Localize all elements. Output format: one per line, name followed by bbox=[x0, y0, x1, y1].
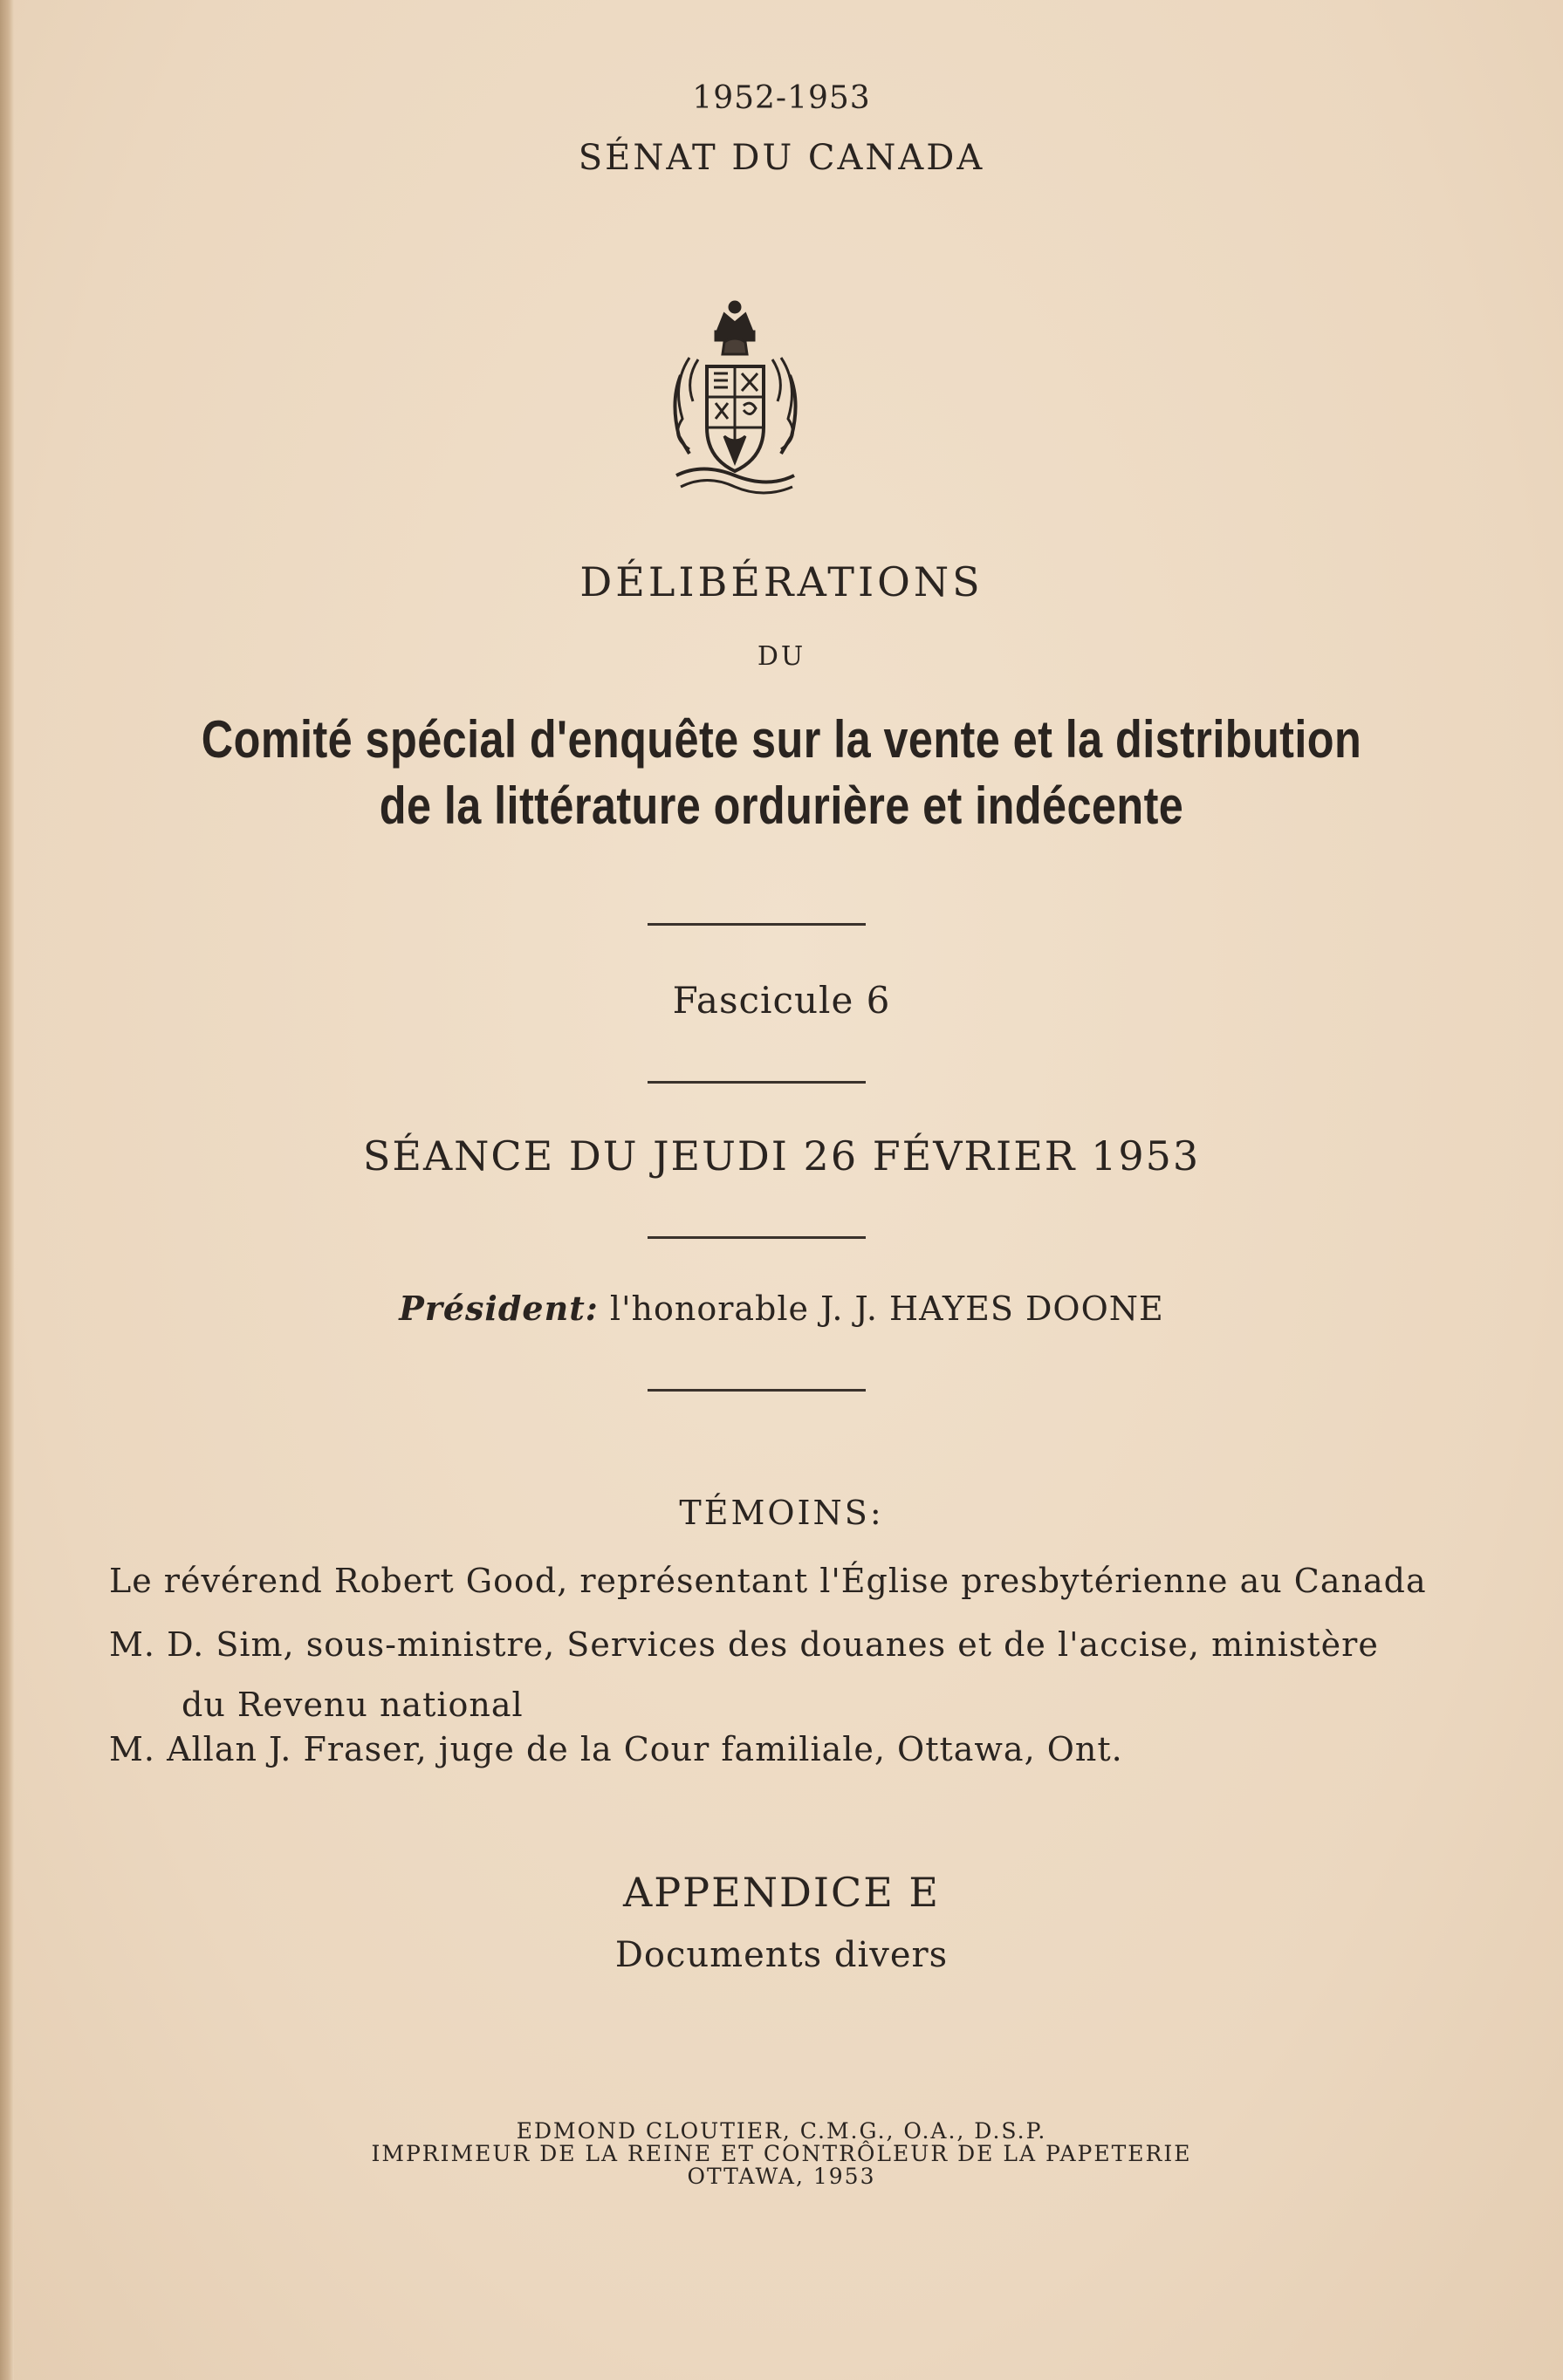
fascicule-number: Fascicule 6 bbox=[672, 979, 891, 1022]
du-connector: DU bbox=[757, 641, 806, 672]
deliberations-heading: DÉLIBÉRATIONS bbox=[579, 558, 984, 605]
appendix-subtitle: Documents divers bbox=[614, 1935, 949, 1975]
witness-entry: M. Allan J. Fraser, juge de la Cour familiale, Ottawa, Ont. bbox=[109, 1730, 1123, 1768]
witnesses-heading: TÉMOINS: bbox=[679, 1494, 884, 1532]
divider-rule bbox=[648, 923, 866, 926]
imprint-line: IMPRIMEUR DE LA REINE ET CONTRÔLEUR DE LA PAPETERIE bbox=[371, 2141, 1192, 2166]
institution-name: SÉNAT DU CANADA bbox=[578, 138, 985, 178]
imprint-line: EDMOND CLOUTIER, C.M.G., O.A., D.S.P. bbox=[516, 2118, 1047, 2144]
president-label: Président: bbox=[399, 1289, 599, 1328]
president-line bbox=[0, 1289, 1563, 1328]
printer-imprint bbox=[0, 2120, 1563, 2188]
sitting-date: SÉANCE DU JEUDI 26 FÉVRIER 1953 bbox=[362, 1132, 1201, 1180]
appendix-title: APPENDICE E bbox=[623, 1869, 940, 1916]
president-name: l'honorable J. J. HAYES DOONE bbox=[609, 1289, 1164, 1328]
divider-rule bbox=[648, 1081, 866, 1084]
session-years: 1952-1953 bbox=[692, 80, 871, 116]
witness-entry: M. D. Sim, sous-ministre, Services des douanes et de l'accise, ministère bbox=[109, 1625, 1379, 1664]
witness-entry: Le révérend Robert Good, représentant l'Église presbytérienne au Canada bbox=[109, 1562, 1427, 1600]
coat-of-arms-icon bbox=[663, 297, 807, 499]
divider-rule bbox=[648, 1236, 866, 1239]
divider-rule bbox=[648, 1389, 866, 1392]
imprint-line: OTTAWA, 1953 bbox=[687, 2164, 876, 2189]
committee-title: Comité spécial d'enquête sur la vente et la distribution de la littérature ordurière et indécente bbox=[201, 710, 1362, 835]
binding-edge bbox=[0, 0, 14, 2380]
witness-entry-continuation: du Revenu national bbox=[182, 1686, 524, 1724]
